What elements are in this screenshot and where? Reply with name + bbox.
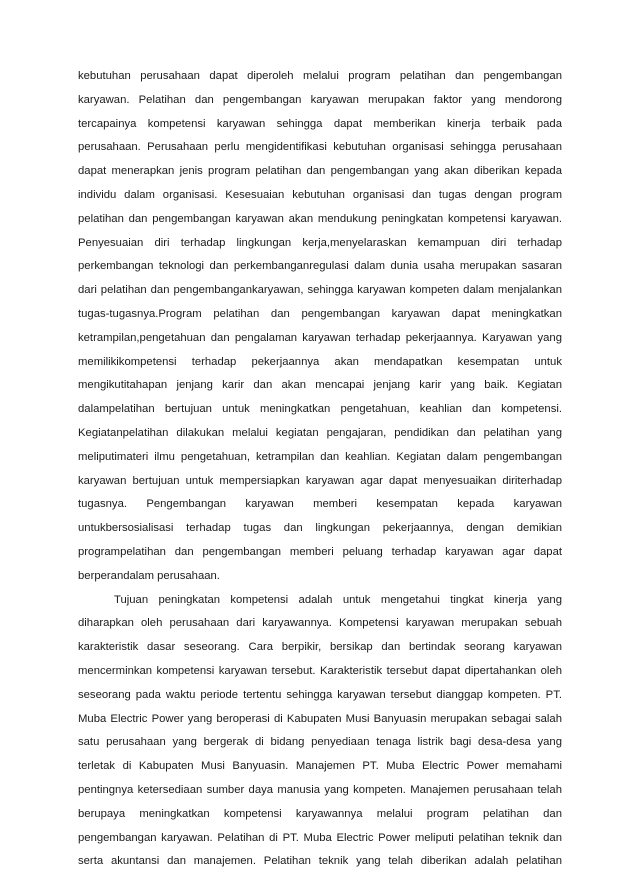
text-line: meliputimateri ilmu pengetahuan, ketrampilan dan keahlian. Kegiatan dalam pengembangan [78, 450, 562, 463]
text-line: ketrampilan,pengetahuan dan pengalaman karyawan terhadap pekerjaannya. Karyawan yang [78, 331, 562, 344]
text-line: dari pelatihan dan pengembangankaryawan, sehingga karyawan kompeten dalam menjalankan [78, 284, 562, 297]
text-line: satu perusahaan yang bergerak di bidang penyediaan tenaga listrik bagi desa-desa yang [78, 736, 562, 749]
text-line: karyawan bertujuan untuk mempersiapkan karyawan agar dapat menyesuaikan diriterhadap [78, 474, 562, 487]
text-line: Tujuan peningkatan kompetensi adalah untuk mengetahui tingkat kinerja yang [114, 593, 562, 606]
text-line: karakteristik dasar seseorang. Cara berpikir, bersikap dan bertindak seorang karyawan [78, 641, 562, 654]
text-line: memilikikompetensi terhadap pekerjaannya akan mendapatkan kesempatan untuk [78, 355, 562, 368]
text-line: perkembangan teknologi dan perkembanganregulasi dalam dunia usaha merupakan sasaran [78, 260, 562, 273]
paragraph [78, 65, 562, 589]
text-line: untukbersosialisasi terhadap tugas dan lingkungan pekerjaannya, dengan demikian [78, 522, 562, 535]
text-line: dalampelatihan bertujuan untuk meningkatkan pengetahuan, keahlian dan kompetensi. [78, 403, 562, 416]
text-line: tugas-tugasnya.Program pelatihan dan pengembangan karyawan dapat meningkatkan [78, 307, 562, 320]
text-line: tercapainya kompetensi karyawan sehingga dapat memberikan kinerja terbaik pada [78, 117, 562, 130]
text-line: perusahaan. Perusahaan perlu mengidentifikasi kebutuhan organisasi sehingga perusahaan [78, 141, 562, 154]
text-line: pengembangan karyawan. Pelatihan di PT. Muba Electric Power meliputi pelatihan teknik dan [78, 831, 562, 844]
document-page [78, 65, 562, 874]
text-line: serta akuntansi dan manajemen. Pelatihan teknik yang telah diberikan adalah pelatihan [78, 855, 562, 868]
text-line: pentingnya ketersediaan sumber daya manusia yang kompeten. Manajemen perusahaan telah [78, 783, 562, 796]
text-line: tugasnya. Pengembangan karyawan memberi kesempatan kepada karyawan [78, 498, 562, 511]
text-line: kebutuhan perusahaan dapat diperoleh melalui program pelatihan dan pengembangan [78, 70, 562, 82]
text-line: mengikutitahapan jenjang karir dan akan mencapai jenjang karir yang baik. Kegiatan [78, 379, 562, 392]
text-line: pelatihan dan pengembangan karyawan akan mendukung peningkatan kompetensi karyawan. [78, 212, 562, 225]
paragraph [78, 589, 562, 874]
text-line: diharapkan oleh perusahaan dari karyawannya. Kompetensi karyawan merupakan sebuah [78, 617, 562, 630]
text-line: dapat menerapkan jenis program pelatihan dan pengembangan yang akan diberikan kepada [78, 165, 562, 178]
text-line: terletak di Kabupaten Musi Banyuasin. Manajemen PT. Muba Electric Power memahami [78, 760, 562, 773]
text-line: programpelatihan dan pengembangan memberi peluang terhadap karyawan agar dapat [78, 545, 562, 558]
text-line: karyawan. Pelatihan dan pengembangan karyawan merupakan faktor yang mendorong [78, 93, 562, 106]
text-line: seseorang pada waktu periode tertentu sehingga karyawan tersebut dianggap kompeten. PT. [78, 688, 562, 701]
text-line: berupaya meningkatkan kompetensi karyawannya melalui program pelatihan dan [78, 807, 562, 820]
text-line: individu dalam organisasi. Kesesuaian kebutuhan organisasi dan tugas dengan program [78, 188, 562, 201]
text-line: Muba Electric Power yang beroperasi di Kabupaten Musi Banyuasin merupakan sebagai salah [78, 712, 562, 725]
text-line: Kegiatanpelatihan dilakukan melalui kegiatan pengajaran, pendidikan dan pelatihan yang [78, 426, 562, 439]
text-line: Penyesuaian diri terhadap lingkungan kerja,menyelaraskan kemampuan diri terhadap [78, 236, 562, 249]
text-line: berperandalam perusahaan. [78, 569, 220, 582]
text-line: mencerminkan kompetensi karyawan tersebut. Karakteristik tersebut dapat dipertahankan oleh [78, 664, 562, 677]
